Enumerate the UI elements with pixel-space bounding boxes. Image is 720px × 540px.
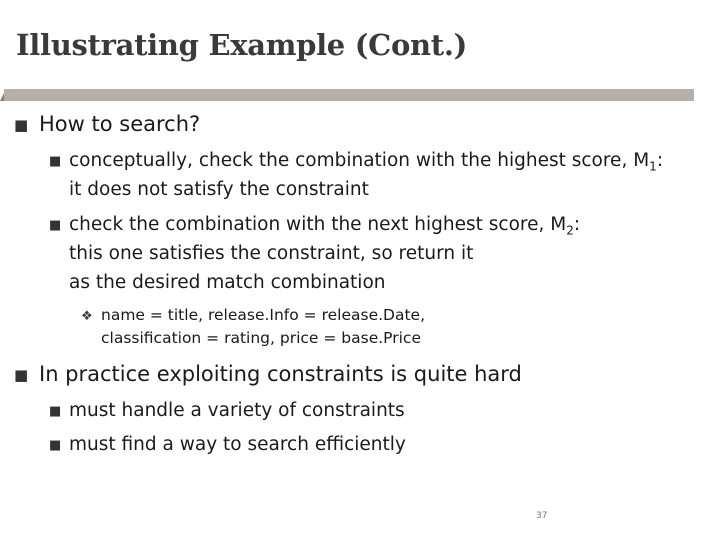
- square-bullet-icon: ■: [49, 404, 62, 419]
- sub-bullet-conceptually-line2: it does not satisfy the constraint: [69, 179, 369, 200]
- square-bullet-icon: ■: [14, 116, 29, 134]
- bullet-how-to-search: How to search?: [39, 112, 201, 136]
- sub-bullet-variety: must handle a variety of constraints: [69, 400, 405, 421]
- sub-bullet-next-highest-line3: as the desired match combination: [69, 272, 386, 293]
- square-bullet-icon: ■: [14, 366, 29, 384]
- sub-bullet-conceptually: [69, 150, 663, 174]
- bullet-in-practice: In practice exploiting constraints is quite hard: [39, 362, 522, 386]
- subscript-2: 2: [566, 223, 574, 238]
- square-bullet-icon: ■: [49, 154, 62, 169]
- page-number: 37: [536, 511, 548, 521]
- sub-bullet-next-highest: [69, 214, 580, 238]
- slide-title: Illustrating Example (Cont.): [16, 28, 468, 62]
- sub-bullet-efficiently: must find a way to search efficiently: [69, 434, 406, 455]
- colon: :: [573, 214, 581, 235]
- subscript-1: 1: [649, 159, 657, 174]
- title-rule: [4, 89, 694, 101]
- square-bullet-icon: ■: [49, 218, 62, 233]
- sub-bullet-next-highest-line2: this one satisfies the constraint, so return it: [69, 243, 474, 264]
- square-bullet-icon: ■: [49, 438, 62, 453]
- sub-bullet-text: conceptually, check the combination with the highest score, M: [69, 150, 650, 171]
- colon: :: [656, 150, 664, 171]
- mapping-line2: classification = rating, price = base.Price: [101, 329, 421, 347]
- sub-bullet-text: check the combination with the next highest score, M: [69, 214, 567, 235]
- mapping-line1: name = title, release.Info = release.Date,: [101, 306, 426, 324]
- diamond-bullet-icon: ❖: [81, 309, 93, 324]
